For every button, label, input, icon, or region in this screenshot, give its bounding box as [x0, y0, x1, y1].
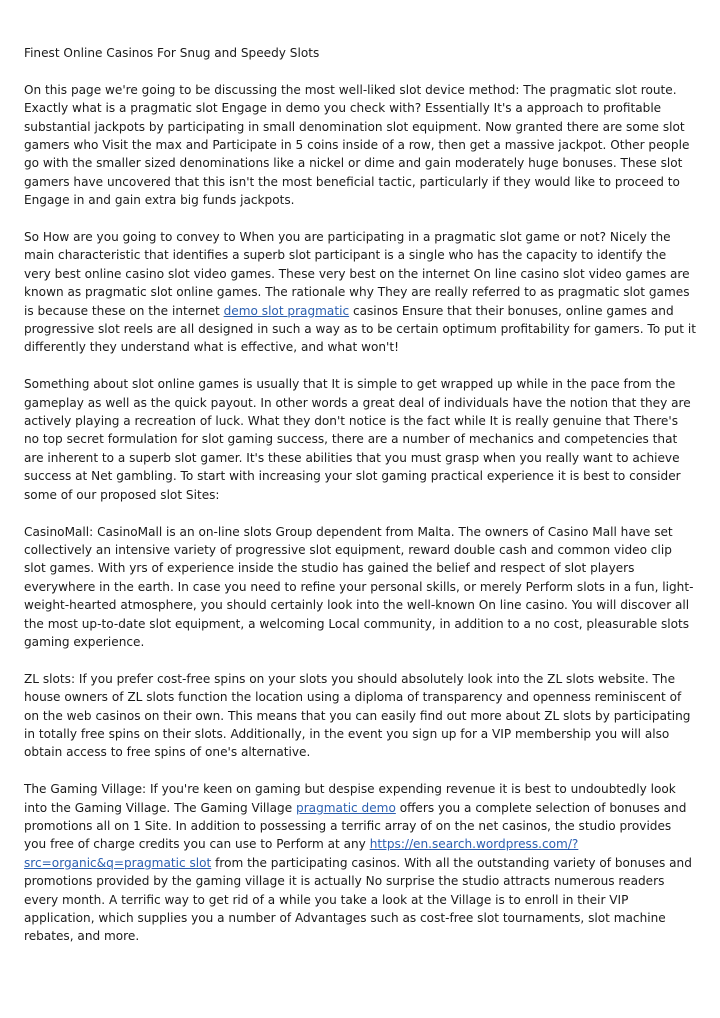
wordpress-search-link[interactable]: https://en.search.wordpress.com/?src=organic&q=pragmatic slot — [24, 837, 579, 870]
paragraph-zl-slots: ZL slots: If you prefer cost-free spins on your slots you should absolutely look into the ZL slots website. The house owners of ZL slots function the location using a diploma of transparency and openness reminiscent of on the web casinos on their own. This means that you can easily find out more about ZL slots by participating in totally free spins on their slots. Additionally, in the event you sign up for a VIP membership you will also obtain access to free spins of one's alternative. — [24, 671, 691, 760]
paragraph-gaming-village — [24, 780, 696, 946]
paragraph-text: from the participating casinos. With all the outstanding variety of bonuses and promotions provided by the gaming village it is actually No surprise the studio attracts numerous readers every month. A terrific way to get rid of a while you take a look at the Village is to enroll in their VIP application, which supplies you a number of Advantages such as cost-free slot tournaments, slot machine rebates, and more. — [24, 855, 692, 944]
paragraph-casinomall: CasinoMall: CasinoMall is an on-line slots Group dependent from Malta. The owners of Casino Mall have set collectively an intensive variety of progressive slot equipment, reward double cash and common video clip slot games. With yrs of experience inside the studio has gained the belief and respect of slot players everywhere in the earth. In case you need to refine your personal skills, or merely Perform slots in a fun, light-weight-hearted atmosphere, you should certainly look into the well-known On line casino. You will discover all the most up-to-date slot equipment, a welcoming Local community, in addition to a no cost, pleasurable slots gaming experience. — [24, 524, 694, 649]
document-title: Finest Online Casinos For Snug and Speedy Slots — [24, 46, 320, 60]
paragraph-text: offers you a complete selection of bonuses and promotions all on 1 Site. In addition to possessing a terrific array of on the net casinos, the studio provides you free of charge credits you can use to Perform at any — [24, 800, 687, 852]
paragraph-how-to-tell — [24, 228, 696, 357]
demo-slot-pragmatic-link[interactable]: demo slot pragmatic — [223, 303, 350, 318]
paragraph-intro: On this page we're going to be discussing the most well-liked slot device method: The pragmatic slot route. Exactly what is a pragmatic slot Engage in demo you check with? Essentially It's a approach to profitable substantial jackpots by participating in small denomination slot equipment. Now granted there are some slot gamers who Visit the max and Participate in 5 coins inside of a row, then get a massive jackpot. Other people go with the smaller sized denominations like a nickel or dime and gain moderately huge bonuses. These slot gamers have uncovered that this isn't the most beneficial tactic, particularly if they would like to proceed to Engage in and gain extra big funds jackpots. — [24, 82, 690, 208]
paragraph-text: The Gaming Village: If you're keen on gaming but despise expending revenue it is best to undoubtedly look into the Gaming Village. The Gaming Village — [24, 782, 676, 815]
paragraph-slot-skills: Something about slot online games is usually that It is simple to get wrapped up while in the pace from the gameplay as well as the quick payout. In other words a great deal of individuals have the notion that they are actively playing a recreation of luck. What they don't notice is the fact while It is really genuine that There's no top secret formulation for slot gaming success, there are a number of mechanics and competencies that are inherent to a superb slot gamer. It's these abilities that you must grasp when you really want to achieve success at Net gambling. To start with increasing your slot gaming practical experience it is best to consider some of our proposed slot Sites: — [24, 377, 691, 502]
pragmatic-demo-link[interactable]: pragmatic demo — [296, 800, 396, 815]
paragraph-text: casinos Ensure that their bonuses, online games and progressive slot reels are all designed in such a way as to be certain optimum profitability for gamers. To put it differently they understand what is effective, and what won't! — [24, 303, 696, 355]
document-body — [24, 44, 696, 964]
paragraph-text: So How are you going to convey to When you are participating in a pragmatic slot game or not? Nicely the main characteristic that identifies a superb slot participant is a single who has the capacity to identify the very best online casino slot video games. These very best on the internet On line casino slot video games are known as pragmatic slot online games. The rationale why They are really referred to as pragmatic slot games is because these on the internet — [24, 230, 690, 318]
